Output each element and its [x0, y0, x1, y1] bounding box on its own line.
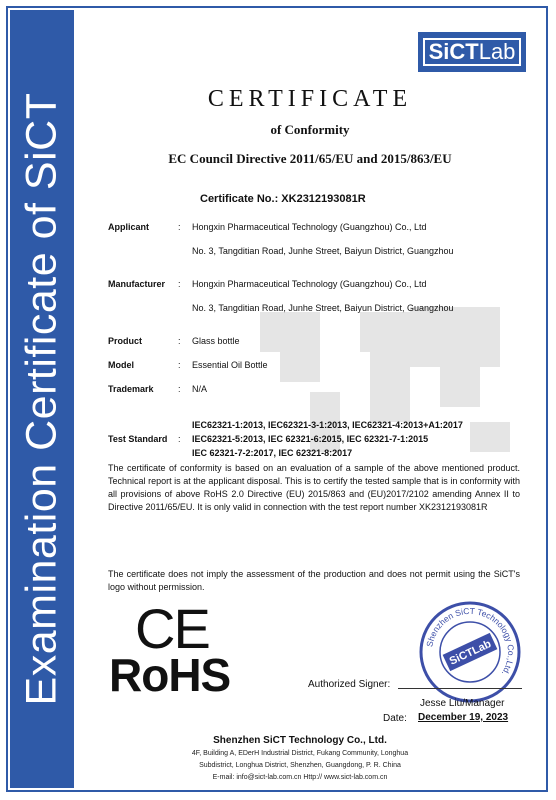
directive-line: EC Council Directive 2011/65/EU and 2015/863/EU — [168, 151, 452, 166]
sidebar-title: Examination Certificate of SiCT — [17, 92, 66, 706]
model-value: Essential Oil Bottle — [192, 360, 268, 370]
standard-line-2: IEC62321-5:2013, IEC 62321-6:2015, IEC 62321-7-1:2015 — [192, 434, 429, 444]
signature-line — [398, 688, 522, 689]
ce-mark: CE — [135, 597, 209, 660]
standard-line-3: IEC 62321-7-2:2017, IEC 62321-8:2017 — [192, 448, 353, 458]
disclaimer-paragraph: The certificate does not imply the assessment of the production and does not permit using the SiCT's logo without permission. — [108, 569, 520, 592]
footer-address-1: 4F, Building A, EDerH Industrial District, Fukang Community, Longhua — [191, 750, 409, 757]
product-value: Glass bottle — [192, 336, 240, 346]
footer-contact: E-mail: info@sict-lab.com.cn Http:// www.sict-lab.com.cn — [212, 774, 388, 781]
applicant-name: Hongxin Pharmaceutical Technology (Guangzhou) Co., Ltd — [192, 222, 427, 232]
colon: : — [178, 222, 181, 232]
footer-address-2: Subdistrict, Longhua District, Shenzhen, Guangdong, P. R. China — [199, 762, 401, 769]
colon: : — [178, 360, 181, 370]
trademark-label: Trademark — [108, 384, 154, 394]
certificate-number: Certificate No.: XK2312193081R — [200, 193, 366, 205]
manufacturer-address: No. 3, Tangditian Road, Junhe Street, Baiyun District, Guangzhou — [192, 303, 454, 313]
date-value: December 19, 2023 — [418, 712, 509, 723]
date-label: Date: — [383, 713, 407, 724]
footer-company: Shenzhen SiCT Technology Co., Ltd. — [213, 735, 387, 746]
signer-name: Jesse Liu/Manager — [420, 698, 505, 709]
product-label: Product — [108, 336, 143, 346]
sict-logo — [418, 32, 526, 72]
colon: : — [178, 279, 181, 289]
authorized-signer-label: Authorized Signer: — [308, 679, 391, 690]
certificate-title: CERTIFICATE — [207, 86, 413, 112]
colon: : — [178, 434, 181, 444]
logo-box — [423, 38, 521, 66]
applicant-address: No. 3, Tangditian Road, Junhe Street, Baiyun District, Guangzhou — [192, 246, 454, 256]
standard-line-1: IEC62321-1:2013, IEC62321-3-1:2013, IEC62321-4:2013+A1:2017 — [192, 420, 463, 430]
colon: : — [178, 384, 181, 394]
trademark-value: N/A — [192, 384, 208, 394]
logo-text-lab: Lab — [478, 39, 516, 64]
model-label: Model — [108, 360, 134, 370]
manufacturer-name: Hongxin Pharmaceutical Technology (Guangzhou) Co., Ltd — [192, 279, 427, 289]
standard-label: Test Standard — [108, 434, 168, 444]
colon: : — [178, 336, 181, 346]
applicant-label: Applicant — [108, 222, 150, 232]
manufacturer-label: Manufacturer — [108, 279, 166, 289]
logo-text-sict: SiCT — [428, 39, 479, 64]
seal-center-text: SiCTLab — [447, 638, 494, 668]
conformity-paragraph: The certificate of conformity is based on an evaluation of a sample of the above mentioned product. Technical report is at the applicant disposal. This is to certify the tested sample that is in conformity with all provisions of above RoHS 2.0 Directive (EU) 2015/863 and (EU)2017/2102 amending Annex II to Directive 2011/65/EU. It is only valid in connection with the test report number XK2312193081R — [108, 463, 520, 512]
rohs-mark: RoHS — [109, 649, 231, 701]
certificate-subtitle: of Conformity — [270, 122, 350, 137]
seal-ring-text: Shenzhen SiCT Technology Co.,Ltd. — [424, 605, 517, 678]
